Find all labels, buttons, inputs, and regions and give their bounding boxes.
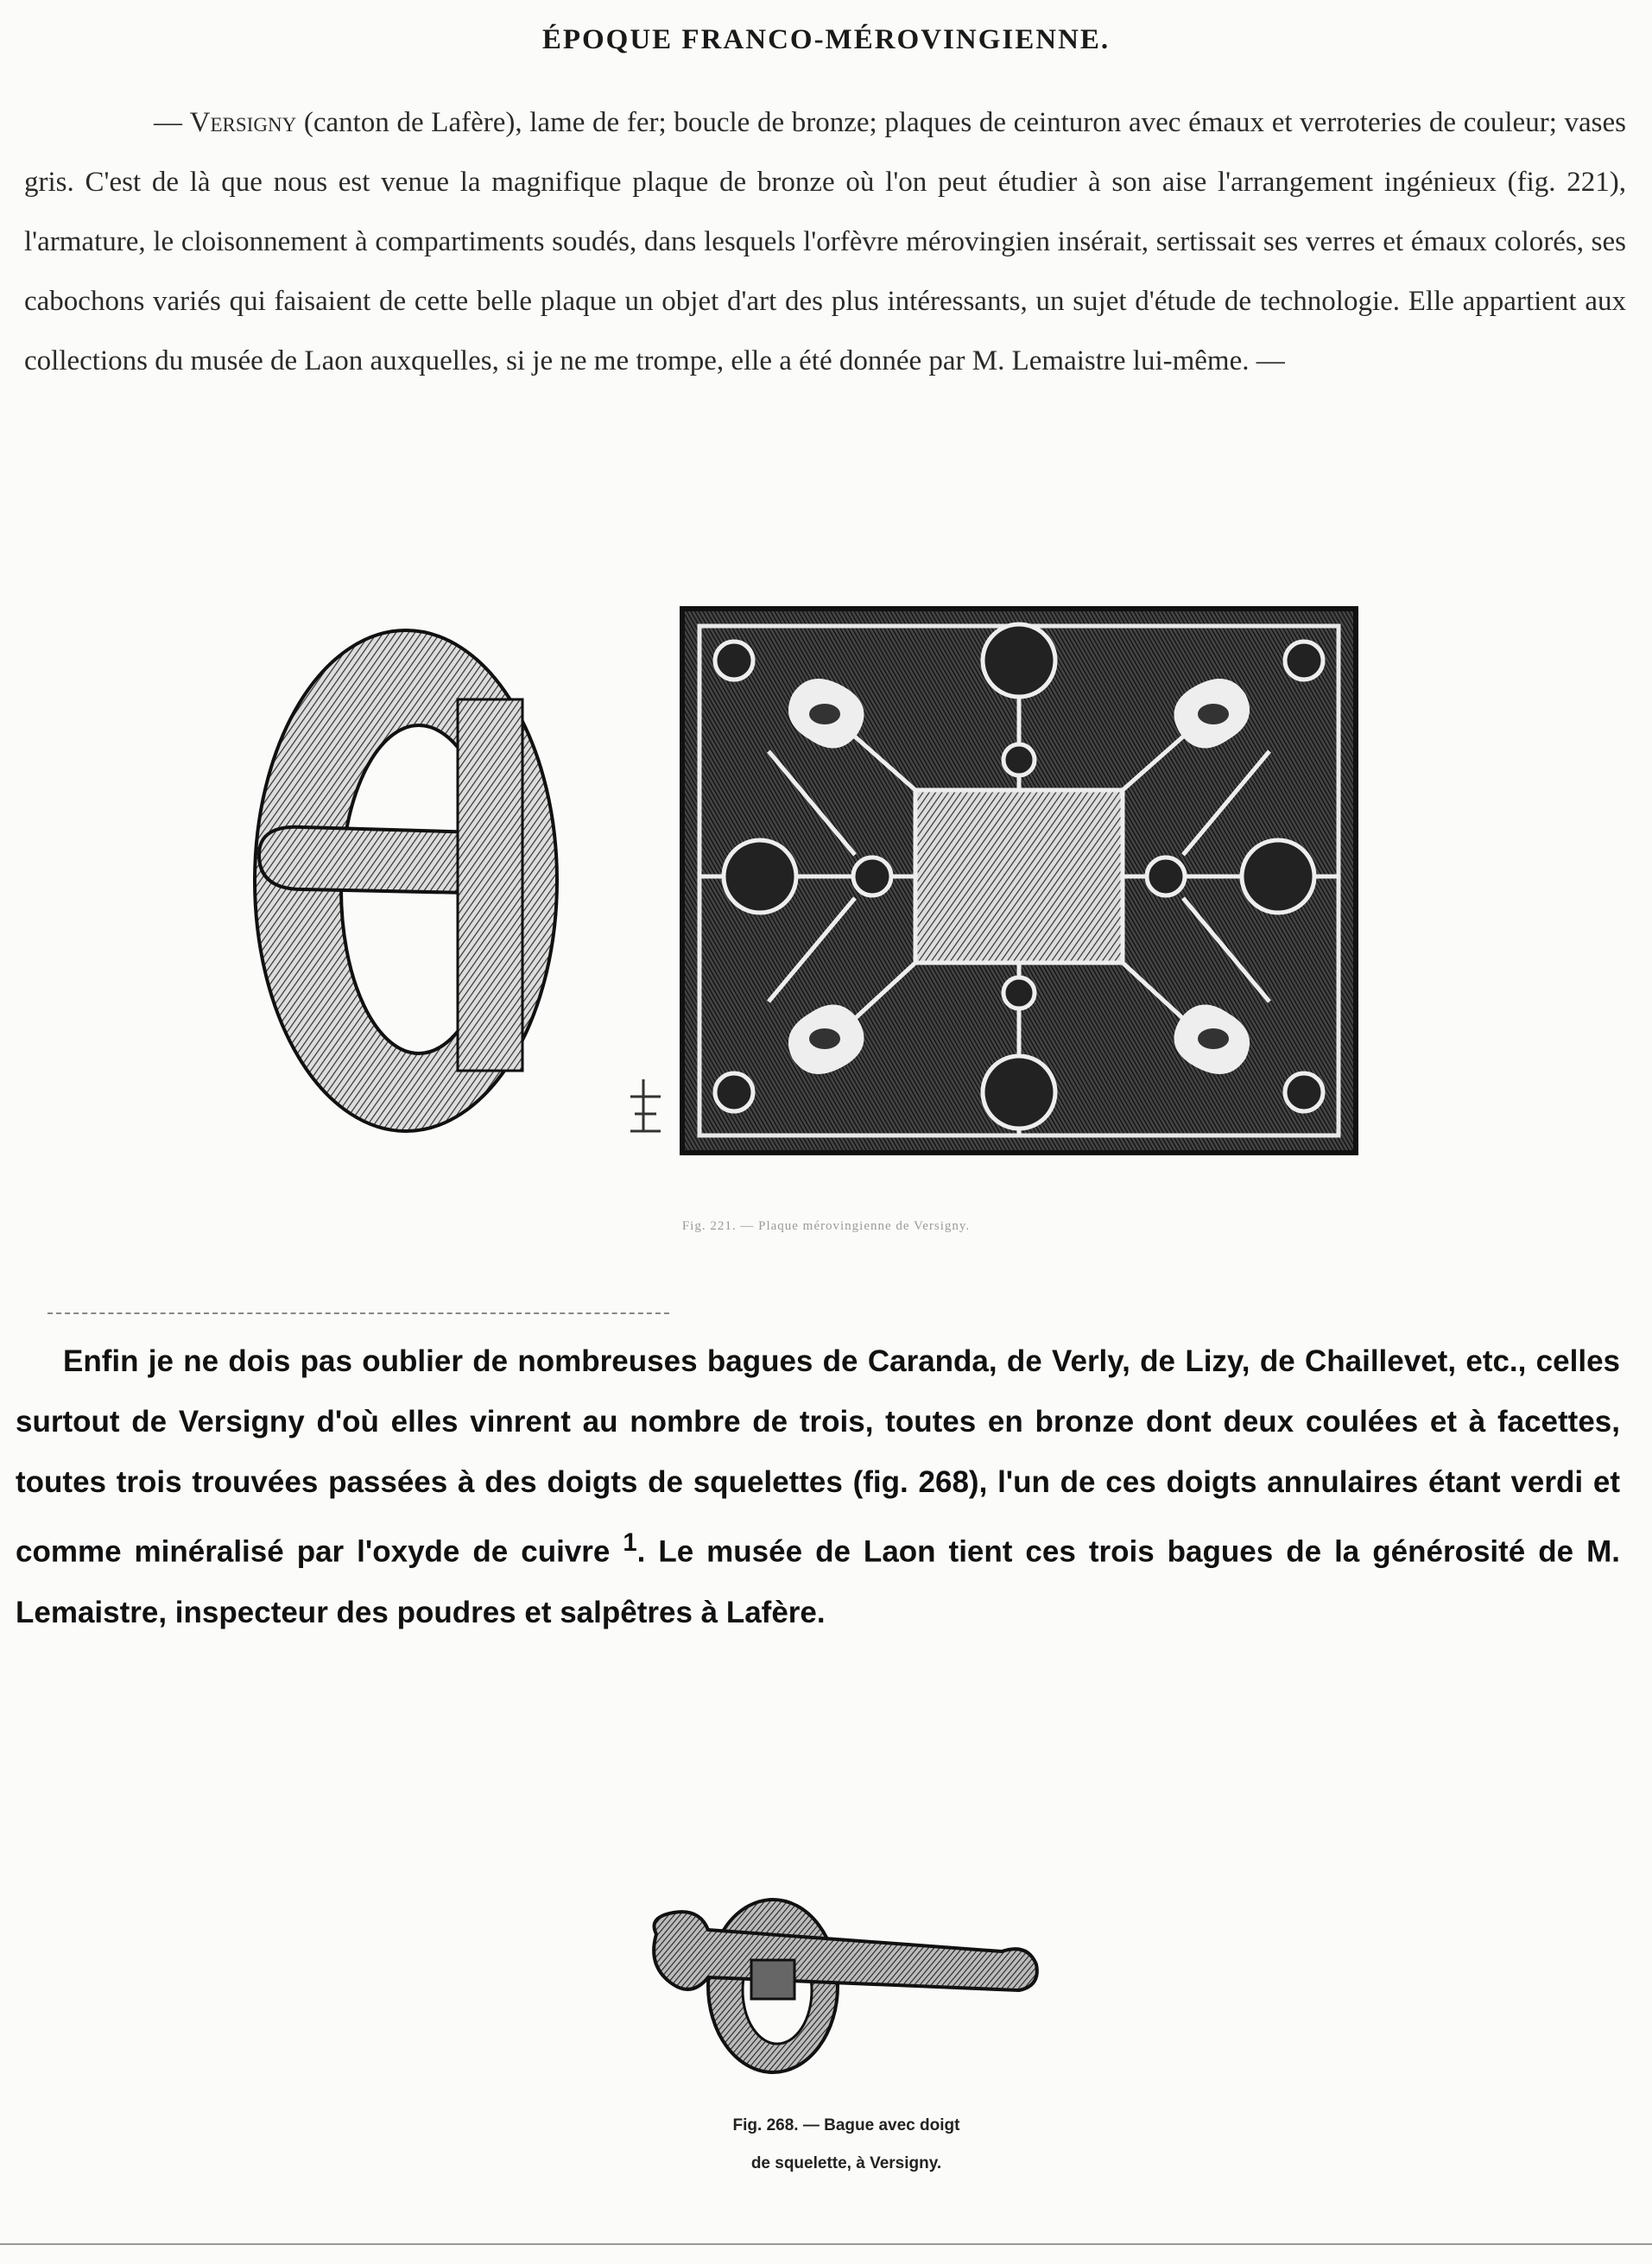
paragraph-text: (canton de Lafère), lame de fer; boucle de bronze; plaques de ceinturon avec émaux et verroteries de couleur; vases gris. C'est de là que nous est venue la magnifique plaque de bronze où l'on peut étudier à son aise l'arrangement ingénieux (fig. 221), l'armature, le cloisonnement à compartiments soudés, dans lesquels l'orfèvre mérovingien insérait, sertissait ses verres et émaux colorés, ses cabochons variés qui faisaient de cette belle plaque un objet d'art des plus intéressants, un sujet d'étude de technologie. Elle appartient aux collections du musée de Laon auxquelles, si je ne me trompe, elle a été donnée par M. Lemaistre lui-même. — [24, 107, 1627, 376]
paragraph-versigny [24, 93, 1626, 391]
divider [47, 1312, 669, 1314]
dash: — [154, 107, 190, 138]
caption-line: de squelette, à Versigny. [750, 2154, 942, 2172]
place-name: Versigny [189, 107, 297, 138]
caption-line: Fig. 268. — Bague avec doigt [732, 2116, 960, 2134]
page-bottom-rule [0, 2243, 1652, 2245]
figure-221-buckle-plate [250, 596, 1399, 1183]
footnote-mark: 1 [623, 1529, 637, 1557]
figure-268-ring-with-finger [639, 1882, 1054, 2090]
paragraph-text-cont: . Le musée de Laon tient ces trois bagues de la générosité de M. Lemaistre, inspecteur des poudres et salpêtres à Lafère. [16, 1534, 1620, 1629]
paragraph-text: Enfin je ne dois pas oublier de nombreuses bagues de Caranda, de Verly, de Lizy, de Chaillevet, etc., celles surtout de Versigny d'où elles vinrent au nombre de trois, toutes en bronze dont deux coulées et à facettes, toutes trois trouvées passées à des doigts de squelettes (fig. 268), l'un de ces doigts annulaires étant verdi et comme minéralisé par l'oxyde de cuivre [16, 1344, 1620, 1569]
page-header: ÉPOQUE FRANCO-MÉROVINGIENNE. [541, 24, 1111, 55]
figure-221-caption: Fig. 221. — Plaque mérovingienne de Versigny. [681, 1219, 971, 1233]
paragraph-bagues [16, 1331, 1620, 1643]
figure-268-caption [604, 2107, 1088, 2183]
